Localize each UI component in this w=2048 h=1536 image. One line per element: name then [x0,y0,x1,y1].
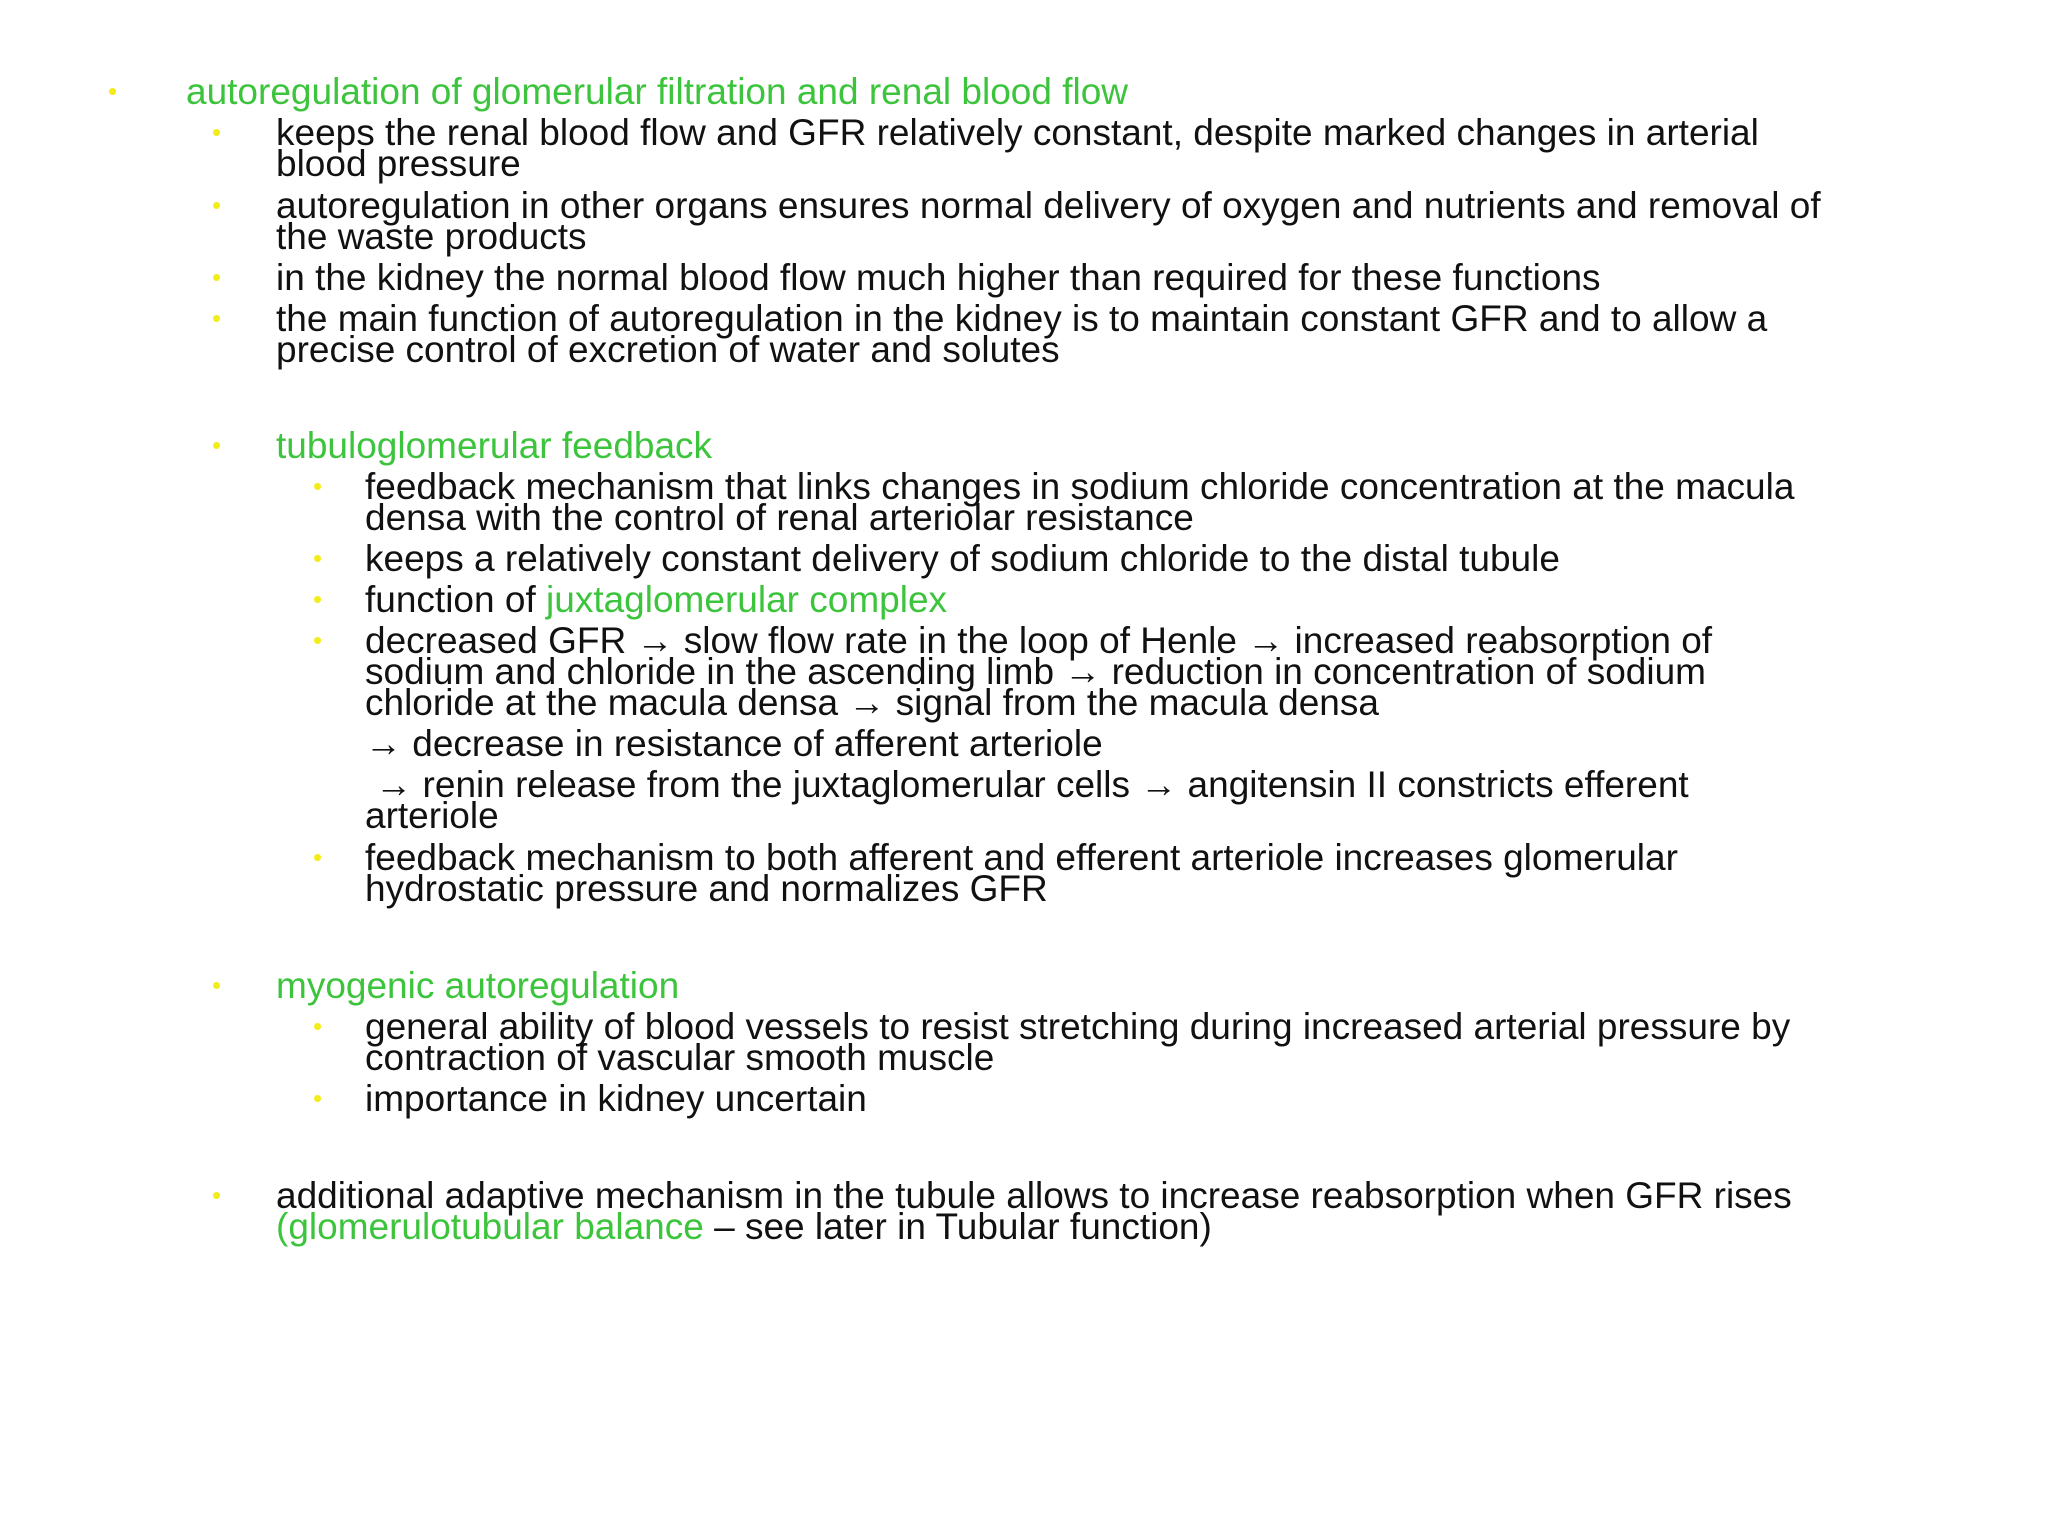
bullet-icon: • [212,430,222,460]
item-line: contraction of vascular smooth muscle [365,1037,995,1078]
bullet-icon: • [212,970,222,1000]
bullet-icon: • [212,262,222,292]
item-line [365,579,948,620]
bullet-icon: • [313,471,323,501]
bullet-icon: • [313,625,323,655]
item-line [276,1206,1212,1247]
item-line: the main function of autoregulation in the kidney is to maintain constant GFR and to allow a [276,298,1768,339]
item-line: keeps the renal blood flow and GFR relatively constant, despite marked changes in arterial [276,112,1759,153]
item-line: autoregulation in other organs ensures normal delivery of oxygen and nutrients and removal of [276,185,1821,226]
item-line: sodium and chloride in the ascending limb → reduction in concentration of sodium [365,651,1706,692]
item-line: densa with the control of renal arteriolar resistance [365,497,1194,538]
see-later-text: – see later in Tubular function) [703,1206,1212,1247]
section-heading: tubuloglomerular feedback [276,425,713,466]
glomerulotubular-balance-term: (glomerulotubular balance [276,1206,704,1247]
bullet-icon: • [313,584,323,614]
bullet-icon: • [212,303,222,333]
item-line: arteriole [365,795,499,836]
item-line: feedback mechanism to both afferent and efferent arteriole increases glomerular [365,837,1678,878]
item-line: general ability of blood vessels to resist stretching during increased arterial pressure by [365,1006,1791,1047]
function-of-text: function of [365,579,547,620]
bullet-icon: • [212,190,222,220]
bullet-icon: • [313,1011,323,1041]
bullet-icon: • [108,76,118,106]
item-line: importance in kidney uncertain [365,1078,867,1119]
juxtaglomerular-complex-term: juxtaglomerular complex [546,579,948,620]
bullet-icon: • [313,842,323,872]
item-line: → decrease in resistance of afferent arteriole [365,723,1103,764]
item-line: chloride at the macula densa → signal from the macula densa [365,682,1379,723]
item-line: decreased GFR → slow flow rate in the loop of Henle → increased reabsorption of [365,620,1713,661]
item-line: feedback mechanism that links changes in sodium chloride concentration at the macula [365,466,1795,507]
item-line: the waste products [276,216,587,257]
item-line: blood pressure [276,143,521,184]
slide-title: autoregulation of glomerular filtration and renal blood flow [186,71,1129,112]
item-line: → renin release from the juxtaglomerular cells → angitensin II constricts efferent [365,764,1689,805]
item-line: additional adaptive mechanism in the tubule allows to increase reabsorption when GFR rises [276,1175,1792,1216]
bullet-icon: • [313,1083,323,1113]
bullet-icon: • [313,543,323,573]
bullet-icon: • [212,1180,222,1210]
section-heading: myogenic autoregulation [276,965,680,1006]
item-line: in the kidney the normal blood flow much higher than required for these functions [276,257,1601,298]
item-line: precise control of excretion of water and solutes [276,329,1060,370]
bullet-icon: • [212,117,222,147]
item-line: keeps a relatively constant delivery of sodium chloride to the distal tubule [365,538,1560,579]
item-line: hydrostatic pressure and normalizes GFR [365,868,1048,909]
